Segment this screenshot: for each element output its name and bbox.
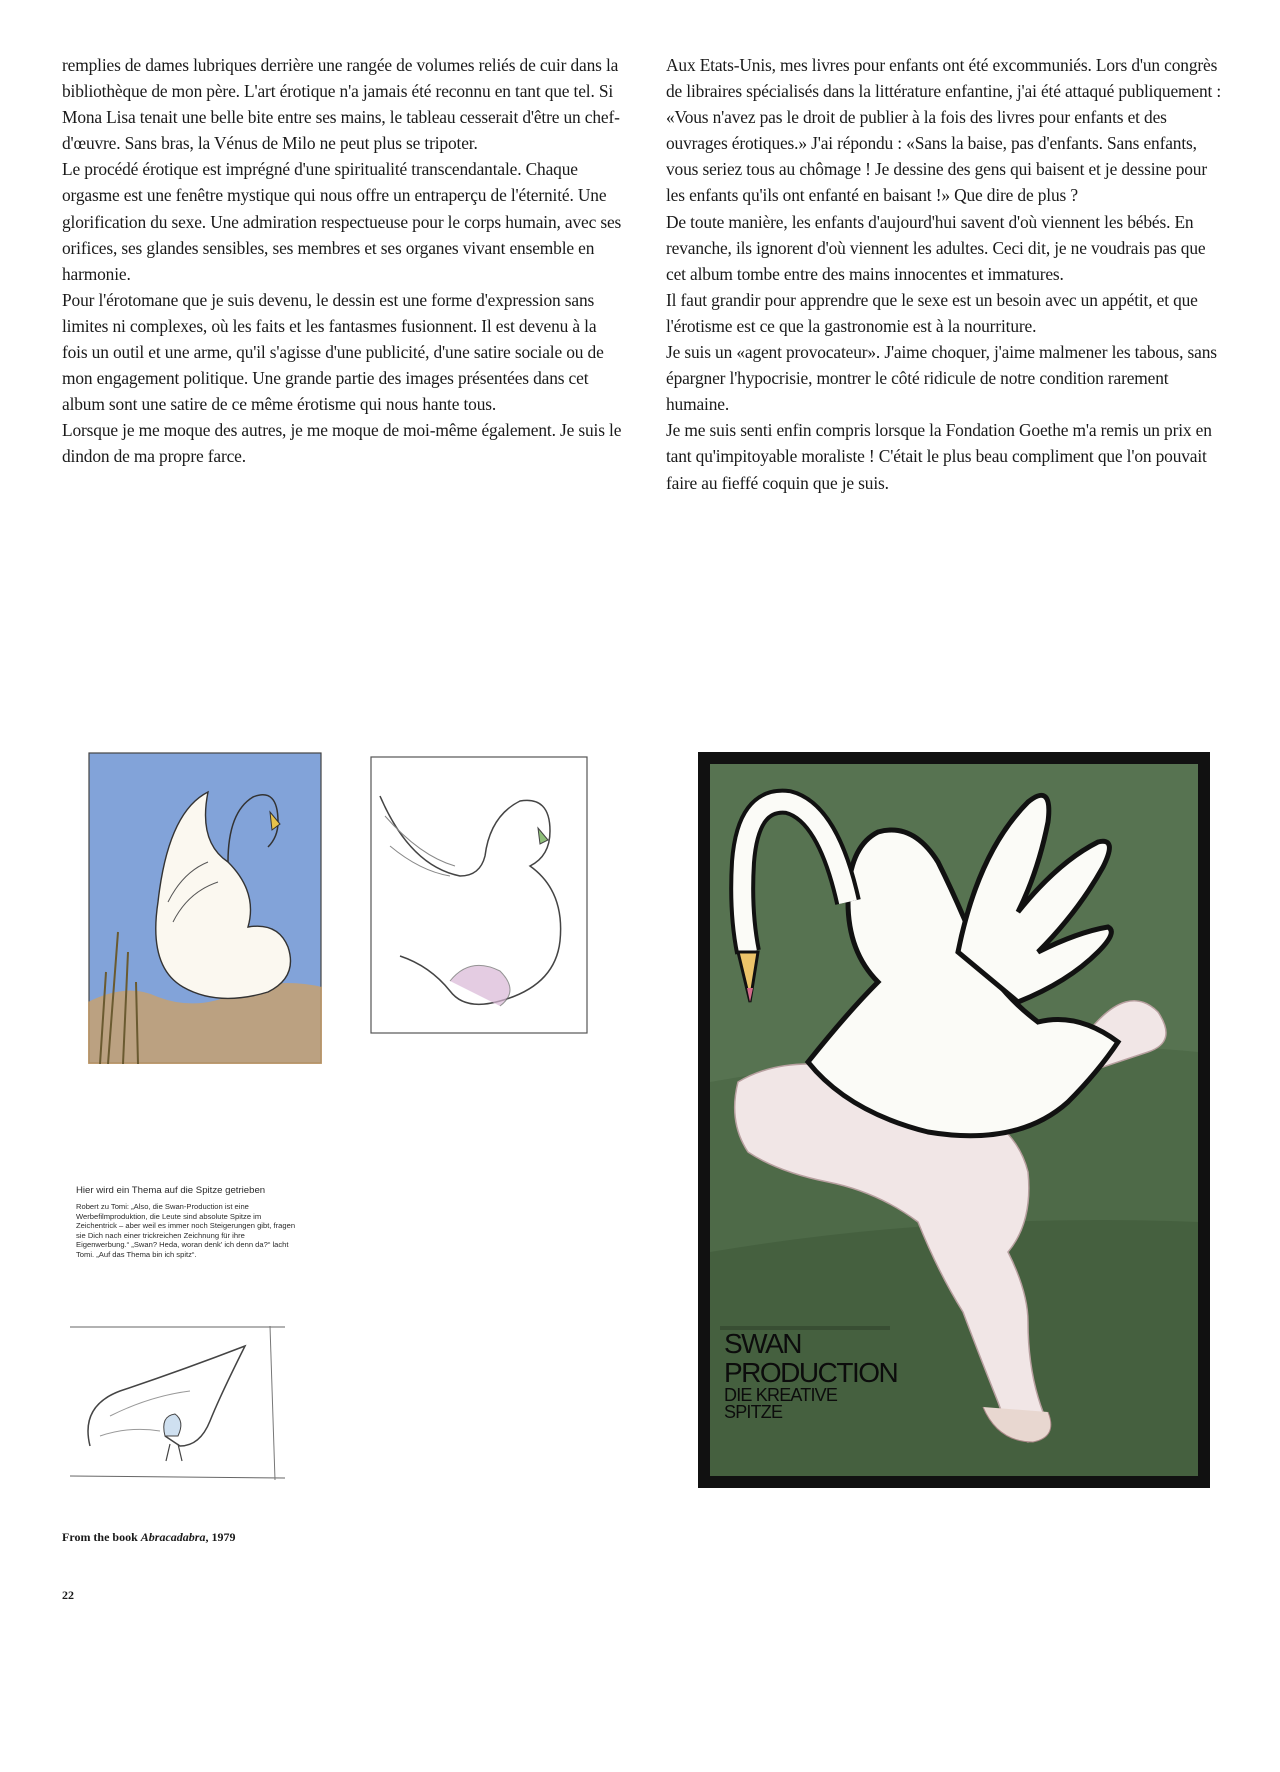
page-number: 22 [62,1588,74,1602]
swan-sketch-small [70,1326,285,1480]
caption-year: , 1979 [205,1530,236,1544]
figure-caption [62,1530,235,1545]
poster-title-block [724,1329,897,1421]
poster-title-production: PRODUCTION [724,1357,898,1388]
right-paragraph-5: Je me suis senti enfin compris lorsque la Fondation Goethe m'a remis un prix en tant qu'impitoyable moraliste ! C'était le plus beau compliment que l'on pouvait faire au fieffé coquin que je suis. [666,420,1212,493]
left-paragraph-2: Le procédé érotique est imprégné d'une spiritualité transcendantale. Chaque orgasme est une fenêtre mystique qui nous offre un entraperçu de l'éternité. Une glorification du sexe. Une admiration respectueuse pour le corps humain, avec ses orifices, ses glandes sensibles, ses membres et ses organes vivant ensemble en harmonie. [62,159,622,284]
caption-book-title: Abracadabra [140,1530,206,1544]
german-caption-block [76,1185,296,1260]
poster-title-swan: SWAN [724,1328,801,1359]
right-paragraph-1: Aux Etats-Unis, mes livres pour enfants ont été excommuniés. Lors d'un congrès de libraires spécialisés dans la littérature enfantine, j'ai été attaqué publiquement : «Vous n'avez pas le droit de publier à la fois des livres pour enfants et des ouvrages érotiques.» J'ai répondu : «Sans la baise, pas d'enfants. Sans enfants, vous seriez tous au chômage ! Je dessine des gens qui baisent et je dessine pour les enfants qu'ils ont enfanté en baisant !» Que dire de plus ? [666,55,1222,206]
german-caption-title: Hier wird ein Thema auf die Spitze getrieben [76,1185,266,1196]
right-text-column [666,52,1222,496]
right-paragraph-4: Je suis un «agent provocateur». J'aime choquer, j'aime malmener les tabous, sans épargner l'hypocrisie, montrer le côté ridicule de notre condition rarement humaine. [666,342,1217,415]
left-paragraph-3: Pour l'érotomane que je suis devenu, le dessin est une forme d'expression sans limites ni complexes, où les faits et les fantasmes fusionnent. Il est devenu à la fois un outil et une arme, qu'il s'agisse d'une publicité, d'une satire sociale ou de mon engagement politique. Une grande partie des images présentées dans cet album sont une satire de ce même érotisme qui nous hante tous. [62,289,604,415]
swan-sketch-outline [370,756,588,1034]
left-paragraph-1: remplies de dames lubriques derrière une rangée de volumes reliés de cuir dans la bibliothèque de mon père. L'art érotique n'a jamais été reconnu en tant que tel. Si Mona Lisa tenait une belle bite entre ses mains, le tableau cesserait d'être un chef-d'œuvre. Sans bras, la Vénus de Milo ne peut plus se tripoter. [62,55,620,154]
swan-sketch-colored [88,752,322,1064]
poster-subtitle-spitze: SPITZE [724,1402,783,1422]
right-paragraph-2: De toute manière, les enfants d'aujourd'hui savent d'où viennent les bébés. En revanche, ils ignorent d'où viennent les adultes. Ceci dit, je ne voudrais pas que cet album tombe entre des mains innocentes et immatures. [666,211,1206,284]
left-paragraph-4: Lorsque je me moque des autres, je me moque de moi-même également. Je suis le dindon de ma propre farce. [62,420,622,467]
german-caption-body: Robert zu Tomi: „Also, die Swan-Production ist eine Werbefilmproduktion, die Leute sind absolute Spitze im Zeichentrick – aber weil es immer noch Steigerungen gibt, fragen sie Dich nach einer trickreichen Zeichnung für ihre Eigenwerbung.“ „Swan? Heda, woran denk' ich denn da?“ lacht Tomi. „Auf das Thema bin ich spitz“. [76,1202,296,1259]
swan-production-poster [698,752,1210,1488]
caption-prefix: From the book [62,1530,141,1544]
right-paragraph-3: Il faut grandir pour apprendre que le sexe est un besoin avec un appétit, et que l'érotisme est ce que la gastronomie est à la nourriture. [666,289,1198,336]
poster-subtitle-kreative: DIE KREATIVE [724,1385,838,1405]
left-text-column [62,52,622,470]
